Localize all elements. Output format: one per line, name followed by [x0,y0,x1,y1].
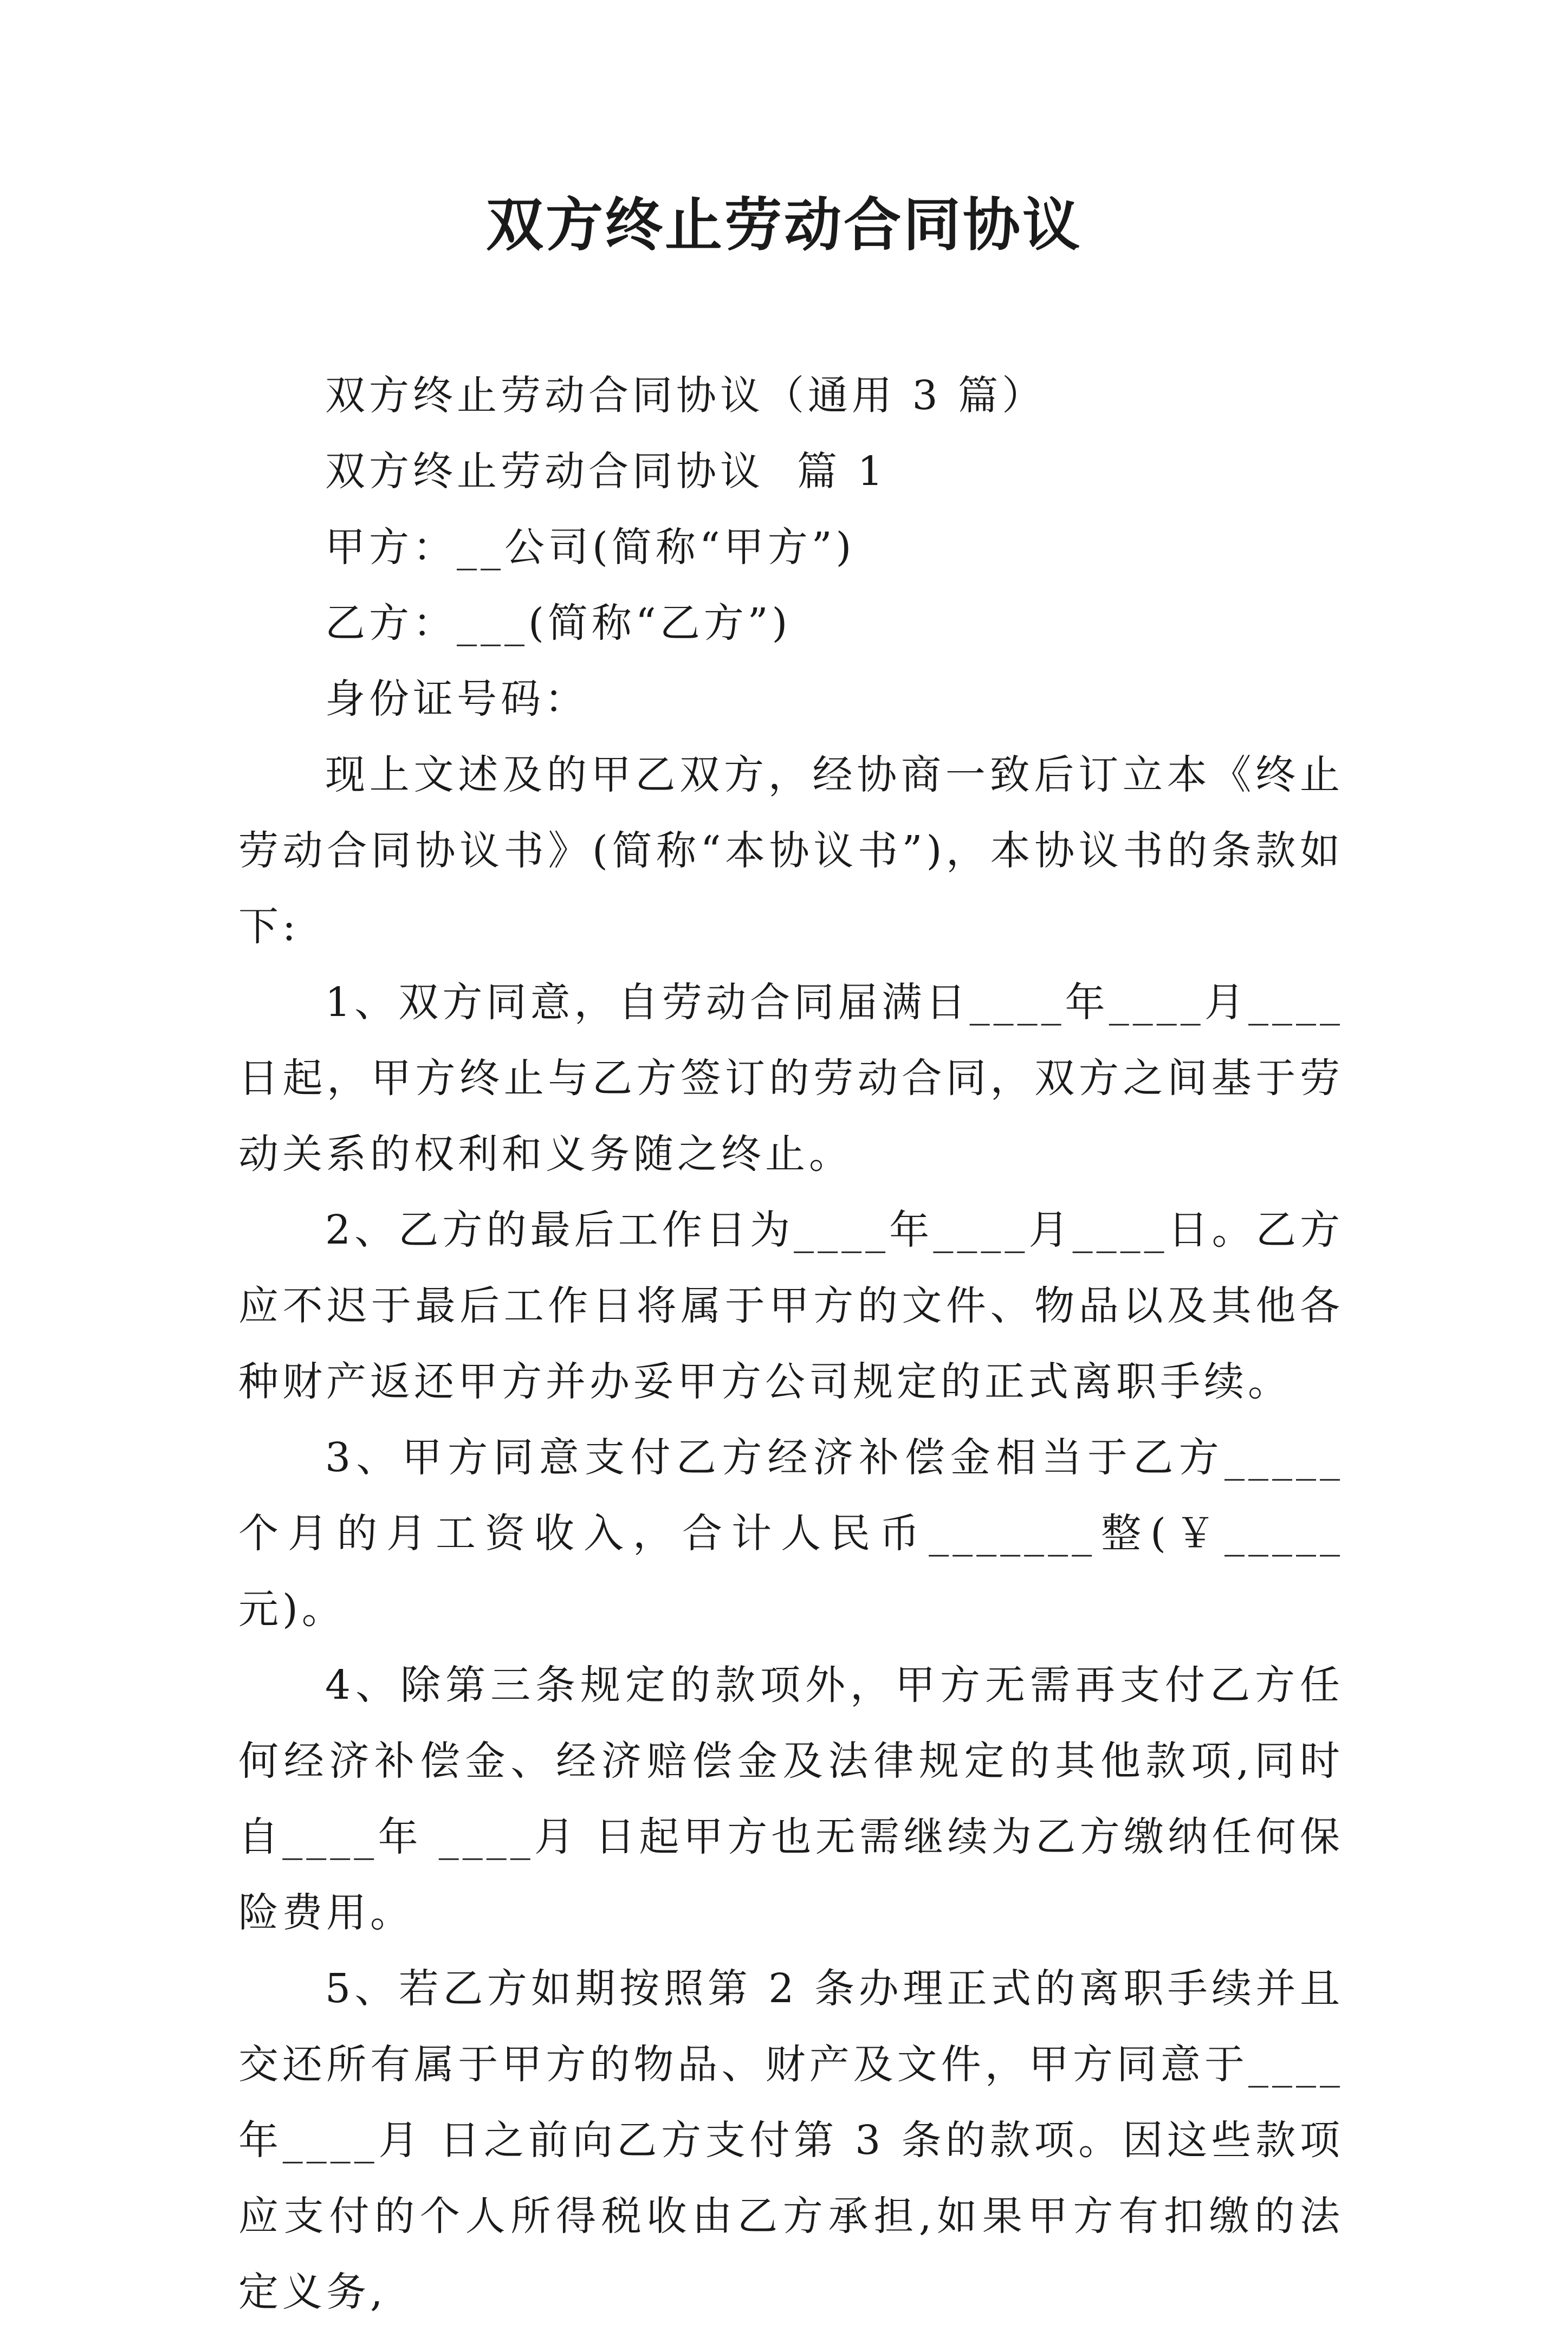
paragraph-clause-1: 1、双方同意，自劳动合同届满日____年____月____日起，甲方终止与乙方签订的劳动合同，双方之间基于劳动关系的权利和义务随之终止。 [238,979,1344,1177]
document-body [238,358,1344,2330]
paragraph-clause-3: 3、甲方同意支付乙方经济补偿金相当于乙方_____个月的月工资收入，合计人民币_______整(￥_____元)。 [238,1434,1344,1633]
paragraph-party-b: 乙方：___(简称“乙方”) [325,600,792,646]
paragraph-clause-5: 5、若乙方如期按照第 2 条办理正式的离职手续并且交还所有属于甲方的物品、财产及文件，甲方同意于____年____月 日之前向乙方支付第 3 条的款项。因这些款项应支付的个人所得税收由乙方承担,如果甲方有扣缴的法定义务, [238,1965,1344,2315]
paragraph-clause-2: 2、乙方的最后工作日为____年____月____日。乙方应不迟于最后工作日将属于甲方的文件、物品以及其他各种财产返还甲方并办妥甲方公司规定的正式离职手续。 [238,1207,1344,1405]
paragraph-clause-4: 4、除第三条规定的款项外，甲方无需再支付乙方任何经济补偿金、经济赔偿金及法律规定的其他款项,同时自____年 ____月 日起甲方也无需继续为乙方缴纳任何保险费用。 [238,1662,1344,1936]
paragraph-subtitle: 双方终止劳动合同协议（通用 3 篇） [325,372,1046,419]
paragraph-party-a: 甲方：__公司(简称“甲方”) [325,524,856,571]
paragraph-id-number: 身份证号码： [325,676,588,722]
paragraph-section-heading: 双方终止劳动合同协议 篇 1 [325,448,887,495]
document-title: 双方终止劳动合同协议 [486,191,1082,258]
paragraph-preamble: 现上文述及的甲乙双方，经协商一致后订立本《终止劳动合同协议书》(简称“本协议书”)，本协议书的条款如下: [238,752,1344,950]
